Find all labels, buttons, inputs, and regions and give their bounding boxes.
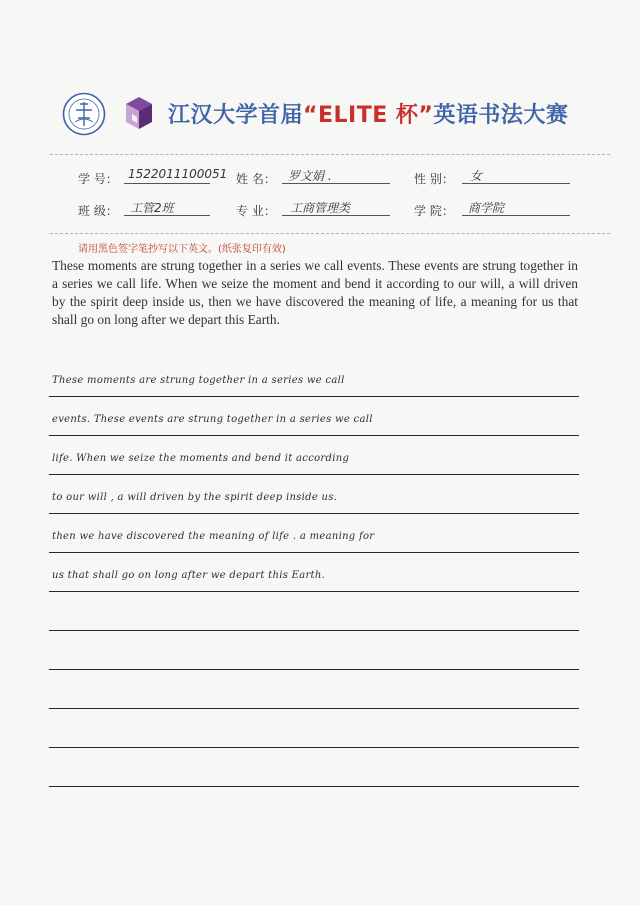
ruled-line xyxy=(49,591,579,592)
ruled-line xyxy=(49,630,579,631)
major-label: 专 业： xyxy=(236,204,276,218)
handwriting-line: then we have discovered the meaning of life . a meaning for xyxy=(52,531,375,542)
ruled-line xyxy=(49,513,579,514)
name-value: 罗文娟 . xyxy=(288,169,332,183)
ruled-line xyxy=(49,786,579,787)
handwriting-line: to our will , a will driven by the spirit deep inside us. xyxy=(52,492,338,503)
class-value: 工管2班 xyxy=(130,201,174,215)
name-label: 姓 名： xyxy=(236,172,276,186)
class-label: 班 级： xyxy=(78,204,118,218)
ruled-line xyxy=(49,552,579,553)
university-seal-icon xyxy=(62,92,106,136)
ruled-line xyxy=(49,708,579,709)
college-value: 商学院 xyxy=(468,201,505,215)
ruled-line xyxy=(49,396,579,397)
major-value: 工商管理类 xyxy=(290,201,351,215)
college-underline xyxy=(462,215,570,216)
ruled-line xyxy=(49,474,579,475)
gender-label: 性 别： xyxy=(414,172,454,186)
gender-underline xyxy=(462,183,570,184)
handwriting-line: These moments are strung together in a series we call xyxy=(52,375,345,386)
college-label: 学 院： xyxy=(414,204,454,218)
student-id-underline xyxy=(124,183,210,184)
handwriting-line: life. When we seize the moments and bend it according xyxy=(52,453,350,464)
divider-top xyxy=(50,154,610,155)
header xyxy=(62,92,602,136)
source-passage: These moments are strung together in a series we call events. These events are strung together in a series we call life. When we seize the moment and bend it according to our will, a will driven by the spirit deep inside us, then we have discovered the meaning of life, a meaning for us that shall go on long after we depart this Earth. xyxy=(52,258,578,327)
gender-value: 女 xyxy=(470,169,483,183)
ruled-line xyxy=(49,747,579,748)
elite-logo-icon xyxy=(124,96,154,132)
student-id-value: 1522011100051 xyxy=(128,167,228,181)
ruled-line xyxy=(49,435,579,436)
divider-bottom xyxy=(50,233,610,234)
class-underline xyxy=(124,215,210,216)
page-title: 江汉大学首届“ELITE 杯”英语书法大赛 xyxy=(168,103,569,128)
name-underline xyxy=(282,183,390,184)
ruled-line xyxy=(49,669,579,670)
handwriting-line: us that shall go on long after we depart this Earth. xyxy=(52,570,326,581)
instruction-text: 请用黑色签字笔抄写以下英文。(纸张复印有效) xyxy=(78,244,286,255)
major-underline xyxy=(282,215,390,216)
handwriting-line: events. These events are strung together in a series we call xyxy=(52,414,373,425)
student-id-label: 学 号： xyxy=(78,172,118,186)
